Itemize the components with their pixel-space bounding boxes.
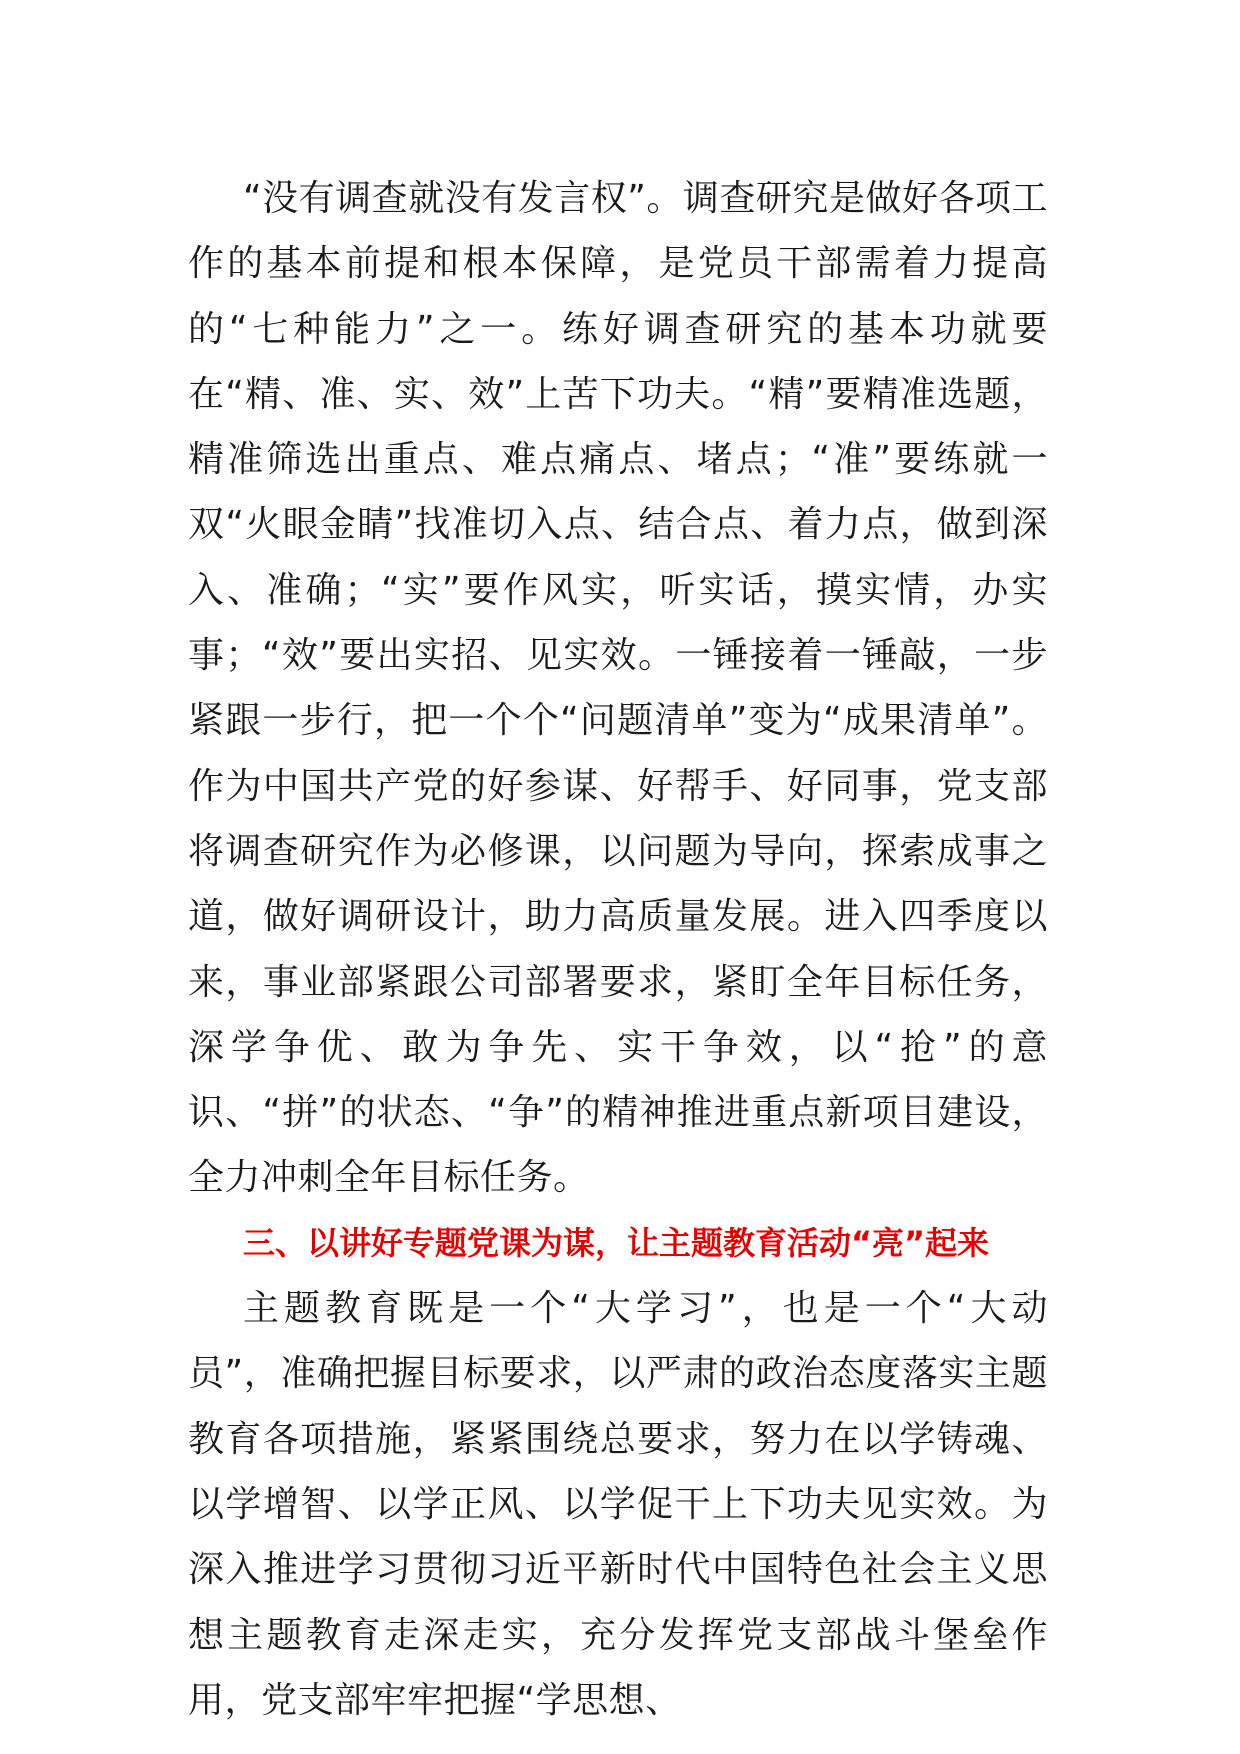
body-paragraph-theme-education: 主题教育既是一个“大学习”，也是一个“大动员”，准确把握目标要求，以严肃的政治态度落实主题教育各项措施，紧紧围绕总要求，努力在以学铸魂、以学增智、以学正风、以学促干上下功夫见实效。为深入推进学习贯彻习近平新时代中国特色社会主义思想主题教育走深走实，充分发挥党支部战斗堡垒作用，党支部牢牢把握“学思想、 [188,1288,1048,1721]
section-heading-three: 三、以讲好专题党课为谋，让主题教育活动“亮”起来 [243,1223,990,1262]
body-paragraph-investigation: “没有调查就没有发言权”。调查研究是做好各项工作的基本前提和根本保障，是党员干部需着力提高的“七种能力”之一。练好调查研究的基本功就要在“精、准、实、效”上苦下功夫。“精”要精准选题，精准筛选出重点、难点痛点、堵点；“准”要练就一双“火眼金睛”找准切入点、结合点、着力点，做到深入、准确；“实”要作风实，听实话，摸实情，办实事；“效”要出实招、见实效。一锤接着一锤敲，一步紧跟一步行，把一个个“问题清单”变为“成果清单”。作为中国共产党的好参谋、好帮手、好同事，党支部将调查研究作为必修课，以问题为导向，探索成事之道，做好调研设计，助力高质量发展。进入四季度以来，事业部紧跟公司部署要求，紧盯全年目标任务，深学争优、敢为争先、实干争效，以“抢”的意识、“拼”的状态、“争”的精神推进重点新项目建设，全力冲刺全年目标任务。 [188,178,1048,1199]
document-page [188,166,1048,1733]
